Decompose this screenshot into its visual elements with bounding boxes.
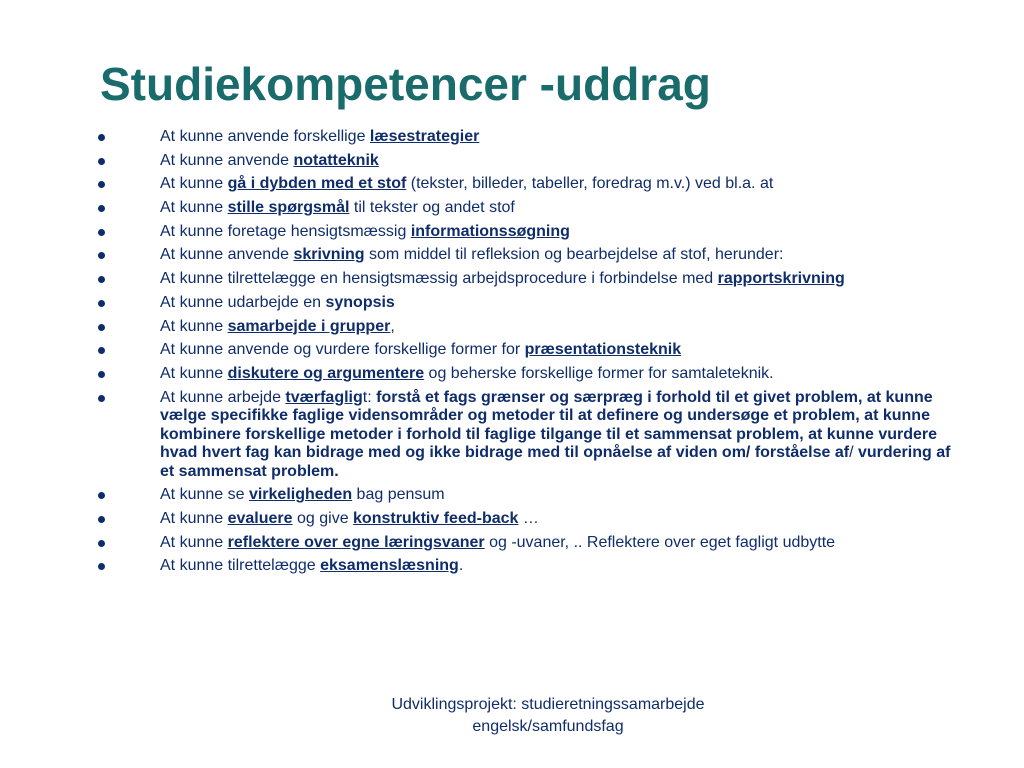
bullet-dot-icon [98,181,105,188]
bullet-text: , [390,317,395,335]
bullet-item [94,175,954,194]
bullet-item [94,557,954,576]
bullet-dot-icon [98,492,105,499]
bullet-dot-icon [98,563,105,570]
bullet-text: At kunne arbejde [160,388,286,406]
bullet-text: At kunne tilrettelægge [160,557,321,575]
bullet-item [94,510,954,529]
bullet-text: t: [362,388,377,406]
bullet-text: At kunne udarbejde en [160,293,326,311]
bullet-keyword-link: konstruktiv feed-back [353,509,519,527]
bullet-item [94,270,954,289]
bullet-dot-icon [98,158,105,165]
bullet-keyword-link: præsentationsteknik [524,341,682,359]
bullet-item [94,341,954,360]
footer-line: engelsk/samfundsfag [472,718,624,735]
bullet-text: … [518,509,539,527]
bullet-text: og beherske forskellige former for samtaleteknik. [424,364,774,382]
bullet-list [94,128,954,581]
bullet-keyword-link: skrivning [293,246,365,264]
bullet-dot-icon [98,229,105,236]
bullet-item [94,152,954,171]
bullet-dot-icon [98,516,105,523]
bullet-keyword-link: gå i dybden med et stof [227,175,407,193]
bullet-text: At kunne [160,533,228,551]
bullet-keyword-link: stille spørgsmål [227,199,350,217]
bullet-keyword-link: samarbejde i grupper [227,317,391,335]
bullet-keyword-link: evaluere [227,509,293,527]
bullet-text: At kunne [160,364,228,382]
bullet-item [94,389,954,482]
bullet-item [94,318,954,337]
bullet-bold-text: forstå et fags grænser og særpræg i forhold til et givet problem, at kunne vælge specifikke faglige vidensområder og metoder til at definere og undersøge et problem, at kunne kombinere forskellige metoder i forhold til faglige tilgange til et sammensat problem, at kunne vurdere hvad hvert fag kan bidrage med og ikke bidrage med til opnåelse af viden om/ forståelse af [160,388,938,462]
slide-footer [298,694,798,738]
bullet-bold-text: vurdering af et sammensat problem. [160,444,951,480]
bullet-text: At kunne anvende og vurdere forskellige former for [160,341,525,359]
bullet-text: og -uvaner, .. Reflektere over eget fagligt udbytte [484,533,836,551]
bullet-item [94,223,954,242]
bullet-keyword-link: reflektere over egne læringsvaner [227,533,485,551]
bullet-text: At kunne tilrettelægge en hensigtsmæssig arbejdsprocedure i forbindelse med [160,270,718,288]
bullet-dot-icon [98,540,105,547]
bullet-item [94,128,954,147]
bullet-dot-icon [98,347,105,354]
bullet-text: / [849,444,858,462]
bullet-text: At kunne [160,317,228,335]
bullet-dot-icon [98,134,105,141]
bullet-dot-icon [98,205,105,212]
bullet-text: At kunne [160,199,228,217]
bullet-item [94,246,954,265]
bullet-text: . [458,557,464,575]
bullet-item [94,534,954,553]
bullet-item [94,199,954,218]
bullet-item [94,294,954,313]
bullet-dot-icon [98,395,105,402]
bullet-text: At kunne anvende [160,151,294,169]
bullet-text: At kunne foretage hensigtsmæssig [160,222,411,240]
bullet-dot-icon [98,300,105,307]
bullet-text: At kunne anvende forskellige [160,128,370,145]
bullet-keyword-link: notatteknik [293,151,379,169]
bullet-text: (tekster, billeder, tabeller, foredrag m.v.) ved bl.a. at [406,175,774,193]
bullet-dot-icon [98,252,105,259]
bullet-text: At kunne anvende [160,246,294,264]
bullet-keyword-link: informationssøgning [410,222,570,240]
bullet-dot-icon [98,276,105,283]
bullet-keyword-link: rapportskrivning [717,270,845,288]
bullet-item [94,486,954,505]
bullet-text: bag pensum [352,486,445,504]
slide-title: Studiekompetencer -uddrag [100,58,711,110]
bullet-keyword-link: virkeligheden [248,486,353,504]
bullet-text: som middel til refleksion og bearbejdelse af stof, herunder: [364,246,784,264]
bullet-text: At kunne [160,509,228,527]
bullet-item [94,365,954,384]
bullet-keyword-link: læsestrategier [369,128,480,145]
bullet-text: og give [292,509,354,527]
footer-line: Udviklingsprojekt: studieretningssamarbejde [391,696,705,713]
bullet-keyword-link: tværfaglig [285,388,363,406]
bullet-text: At kunne [160,175,228,193]
bullet-dot-icon [98,324,105,331]
bullet-bold-text: synopsis [325,293,395,311]
bullet-text: til tekster og andet stof [349,199,515,217]
bullet-text: At kunne se [160,486,249,504]
bullet-keyword-link: diskutere og argumentere [227,364,425,382]
bullet-keyword-link: eksamenslæsning [320,557,459,575]
bullet-dot-icon [98,371,105,378]
